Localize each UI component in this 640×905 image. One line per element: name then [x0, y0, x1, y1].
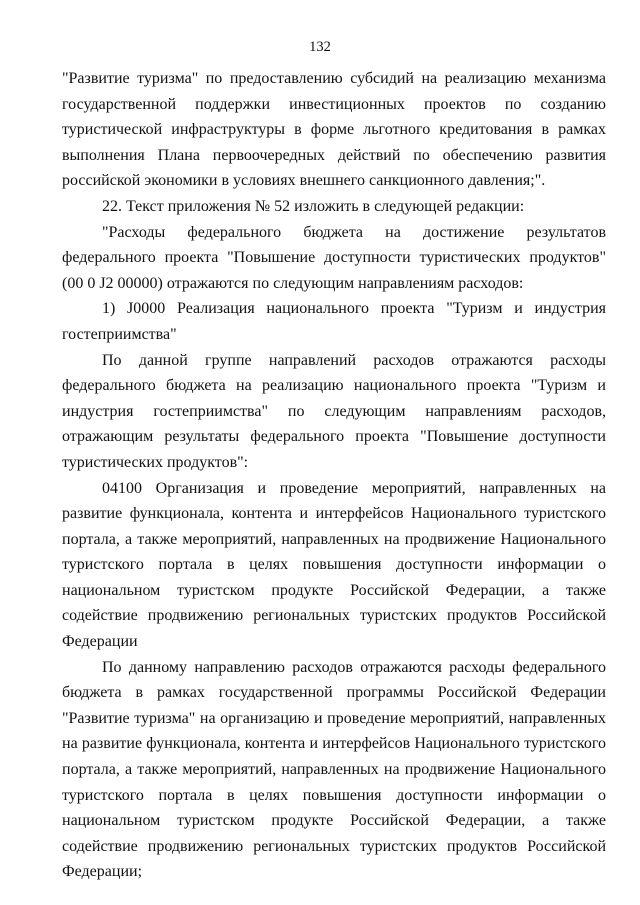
paragraph-direction-description: По данному направлению расходов отражаются расходы федерального бюджета в рамках государственной программы Российской Федерации "Развитие туризма" на организацию и проведение мероприятий, направленных на развитие функционала, контента и интерфейсов Национального туристского портала, а также мероприятий, направленных на продвижение Национального туристского портала в целях повышения доступности информации о национальном туристском продукте Российской Федерации, а также содействие продвижению региональных туристских продуктов Российской Федерации; — [62, 658, 606, 881]
paragraph-group-description: По данной группе направлений расходов отражаются расходы федерального бюджета на реализацию национального проекта "Туризм и индустрия гостеприимства" по следующим направлениям расходов, отражающим результаты федерального проекта "Повышение доступности туристических продуктов": — [62, 351, 606, 471]
document-body — [62, 66, 606, 885]
paragraph-expenses-intro: "Расходы федерального бюджета на достижение результатов федерального проекта "Повышение доступности туристических продуктов" (00 0 J2 00000) отражаются по следующим направлениям расходов: — [62, 223, 606, 292]
paragraph-item-22: 22. Текст приложения № 52 изложить в следующей редакции: — [102, 197, 525, 215]
paragraph-direction-j0000: 1) J0000 Реализация национального проекта "Туризм и индустрия гостеприимства" — [62, 300, 606, 343]
page-number: 132 — [309, 39, 331, 55]
paragraph-continuation: "Развитие туризма" по предоставлению субсидий на реализацию механизма государственной поддержки инвестиционных проектов по созданию туристической инфраструктуры в форме льготного кредитования в рамках выполнения Плана первоочередных действий по обеспечению развития российской экономики в условиях внешнего санкционного давления;". — [62, 70, 606, 190]
paragraph-direction-04100: 04100 Организация и проведение мероприятий, направленных на развитие функционала, контента и интерфейсов Национального туристского портала, а также мероприятий, направленных на продвижение Национального туристского портала в целях повышения доступности информации о национальном туристском продукте Российской Федерации, а также содействие продвижению региональных туристских продуктов Российской Федерации — [62, 479, 606, 651]
